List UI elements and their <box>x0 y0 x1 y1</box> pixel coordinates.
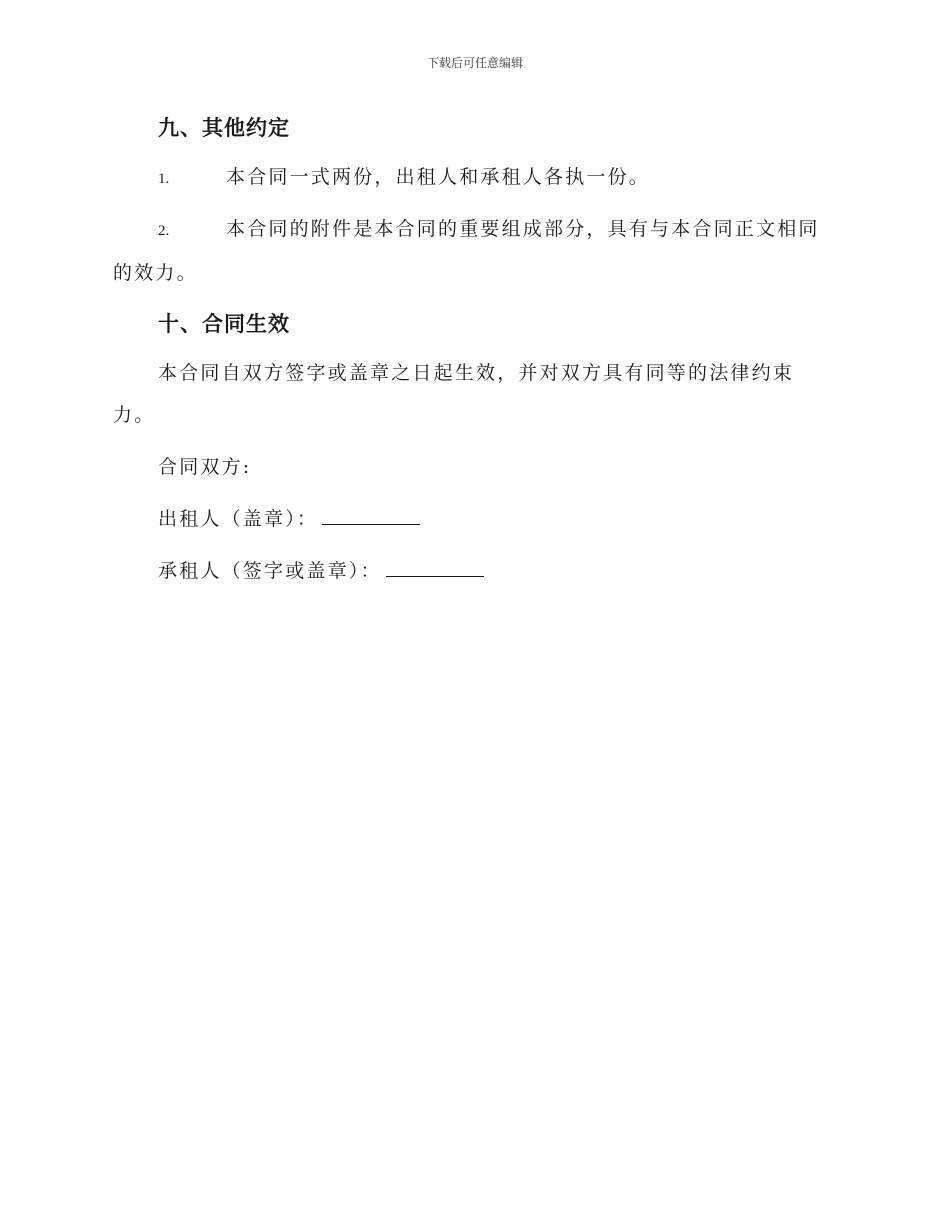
item-number: 2. <box>158 223 170 239</box>
lessee-signature-blank[interactable] <box>386 558 484 577</box>
section-9-item-2 <box>113 208 835 294</box>
section-10-body: 本合同自双方签字或盖章之日起生效，并对双方具有同等的法律约束力。 <box>113 362 795 426</box>
lessee-label: 承租人（签字或盖章）： <box>158 560 382 582</box>
lessor-label: 出租人（盖章）： <box>158 508 319 530</box>
parties-label: 合同双方: <box>158 456 252 478</box>
section-10-title: 十、合同生效 <box>158 312 290 336</box>
lessor-signature-line <box>158 498 835 540</box>
lessee-signature-line <box>158 550 835 592</box>
section-9-title: 九、其他约定 <box>158 116 290 140</box>
document-content <box>113 108 835 592</box>
item-number: 1. <box>158 171 170 187</box>
item-text: 本合同一式两份，出租人和承租人各执一份。 <box>226 166 651 188</box>
item-text: 本合同的附件是本合同的重要组成部分，具有与本合同正文相同的效力。 <box>113 218 820 284</box>
lessor-signature-blank[interactable] <box>322 506 420 525</box>
section-9-item-1 <box>113 156 835 200</box>
page-header: 下载后可任意编辑 <box>426 56 523 70</box>
